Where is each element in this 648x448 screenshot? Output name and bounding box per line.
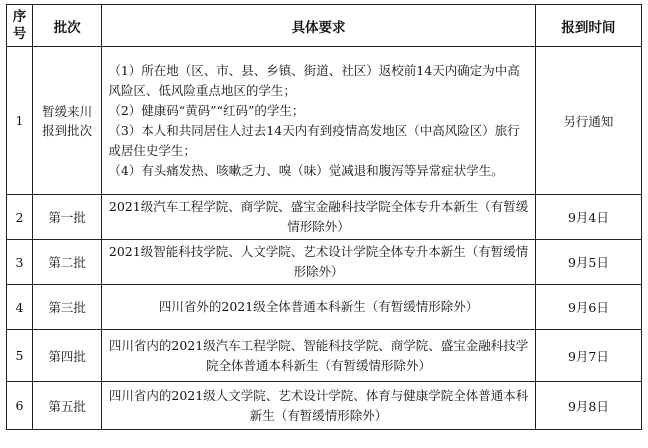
requirement-item: 四川省内的2021级汽车工程学院、智能科技学院、商学院、盛宝金融科技学院全体普通本科新生（有暂缓情形除外） [108,337,529,373]
row-no: 3 [7,240,33,285]
row-no: 4 [7,285,33,330]
row-batch: 第四批 [33,330,102,382]
row-requirement [102,330,535,382]
requirement-item: （4）有头痛发热、咳嗽乏力、嗅（味）觉减退和腹泻等异常症状学生。 [108,162,504,178]
row-batch: 第五批 [33,382,102,430]
header-batch: 批次 [33,5,102,47]
table-header-row [7,5,642,47]
row-requirement [102,382,535,430]
row-batch: 暂缓来川报到批次 [33,47,102,195]
row-time: 9月4日 [535,195,641,240]
requirement-item: （3）本人和共同居住人过去14天内有到疫情高发地区（中高风险区）旅行或居住史学生； [108,122,520,158]
row-time: 9月7日 [535,330,641,382]
table-row [7,47,642,195]
row-batch: 第一批 [33,195,102,240]
requirement-item: （1）所在地（区、市、县、乡镇、街道、社区）返校前14天内确定为中高风险区、低风险重点地区的学生； [108,62,520,98]
row-time: 9月6日 [535,285,641,330]
requirement-item: 2021级智能科技学院、人文学院、艺术设计学院全体专升本新生（有暂缓情形除外） [108,244,529,279]
row-no: 6 [7,382,33,430]
requirement-item: 2021级汽车工程学院、商学院、盛宝金融科技学院全体专升本新生（有暂缓情形除外） [108,199,529,234]
row-requirement [102,47,535,195]
row-time: 9月5日 [535,240,641,285]
header-no: 序号 [7,5,33,47]
row-batch: 第二批 [33,240,102,285]
row-no: 5 [7,330,33,382]
registration-schedule-table [6,4,642,430]
row-requirement [102,195,535,240]
row-time: 9月8日 [535,382,641,430]
table-row [7,240,642,285]
row-no: 1 [7,47,33,195]
row-no: 2 [7,195,33,240]
row-requirement [102,240,535,285]
header-time: 报到时间 [535,5,641,47]
row-requirement [102,285,535,330]
row-time: 另行通知 [535,47,641,195]
row-batch: 第三批 [33,285,102,330]
header-requirement: 具体要求 [102,5,535,47]
table-row [7,330,642,382]
requirement-item: （2）健康码“黄码”“红码”的学生； [108,102,305,118]
requirement-item: 四川省外的2021级全体普通本科新生（有暂缓情形除外） [158,299,479,314]
table-row [7,195,642,240]
requirement-item: 四川省内的2021级人文学院、艺术设计学院、体育与健康学院全体普通本科新生（有暂缓情形除外） [108,387,529,423]
table-row [7,382,642,430]
table-row [7,285,642,330]
